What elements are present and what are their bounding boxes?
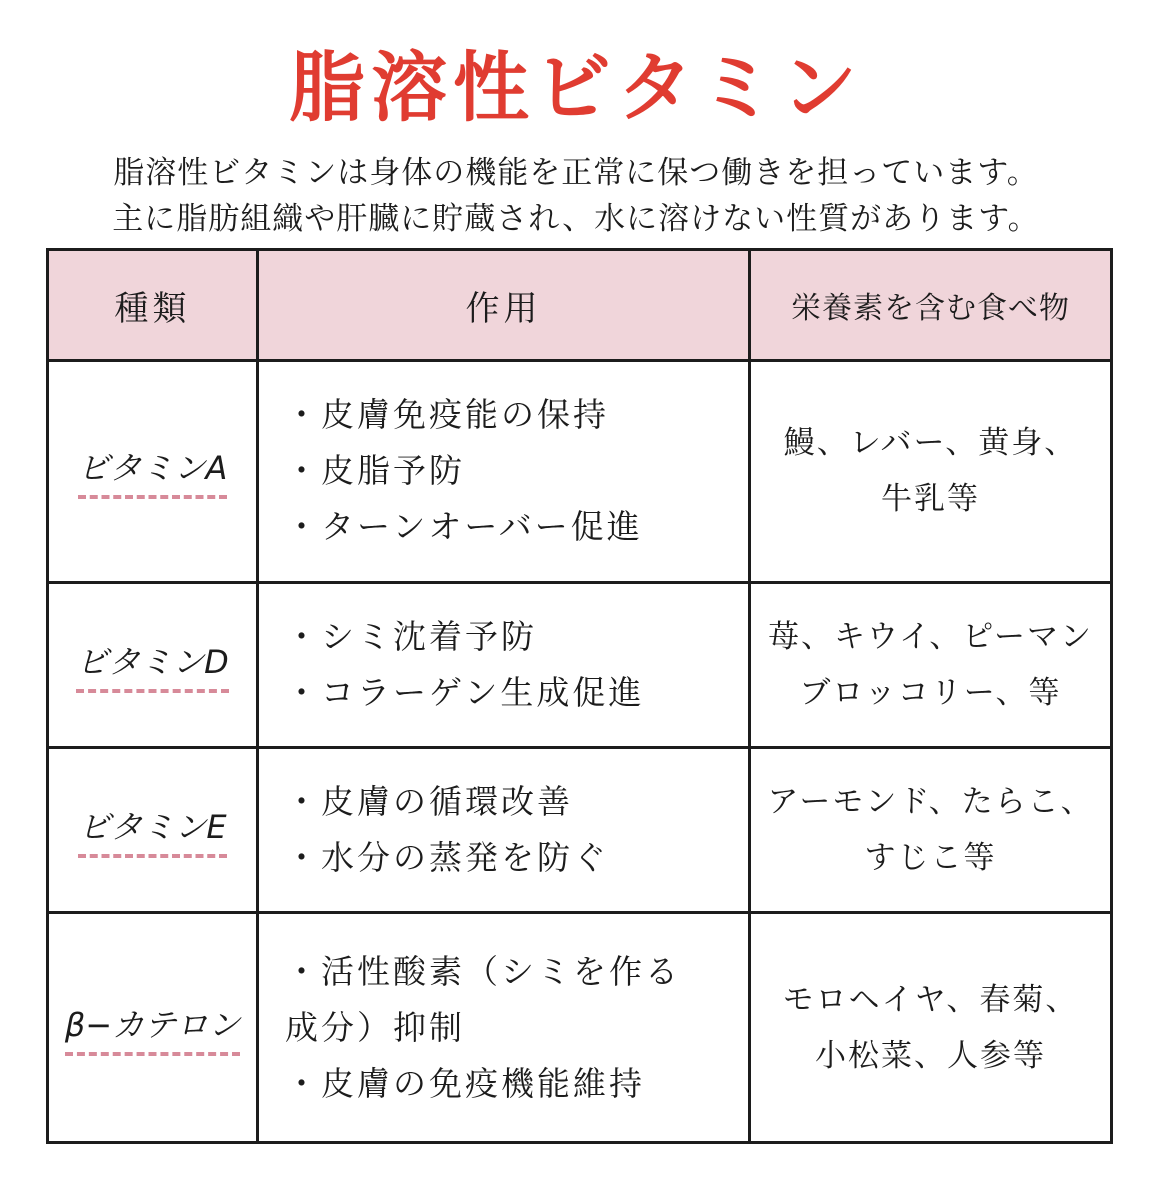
table-row bbox=[48, 747, 1112, 912]
food-line: 鰻、レバー、黄身、 bbox=[783, 425, 1078, 462]
food-line: モロヘイヤ、春菊、 bbox=[782, 981, 1079, 1018]
effect-item: ・水分の蒸発を防ぐ bbox=[285, 837, 609, 877]
food-line: ブロッコリー、等 bbox=[799, 674, 1062, 711]
effect-cell bbox=[258, 747, 750, 912]
table-row bbox=[48, 582, 1112, 747]
food-line: アーモンド、たらこ、 bbox=[767, 783, 1094, 820]
vitamin-name: β−カテロン bbox=[65, 1000, 240, 1056]
food-cell bbox=[750, 747, 1112, 912]
effect-cell bbox=[258, 582, 750, 747]
effect-cell bbox=[258, 361, 750, 583]
food-cell bbox=[750, 913, 1112, 1143]
vitamin-name: ビタミンA bbox=[78, 443, 228, 499]
vitamin-name-cell bbox=[48, 747, 258, 912]
table-header-row bbox=[48, 250, 1112, 361]
effect-item: ・コラーゲン生成促進 bbox=[285, 672, 645, 712]
effect-item: 成分）抑制 bbox=[285, 1007, 465, 1047]
food-line: 牛乳等 bbox=[881, 481, 980, 518]
vitamin-table bbox=[46, 248, 1113, 1144]
effect-item: ・シミ沈着予防 bbox=[285, 616, 537, 656]
effect-item: ・皮膚免疫能の保持 bbox=[285, 395, 609, 435]
food-line: 苺、キウイ、ピーマン bbox=[767, 618, 1094, 655]
food-line: 小松菜、人参等 bbox=[815, 1037, 1046, 1074]
vitamin-name: ビタミンE bbox=[78, 802, 226, 858]
vitamin-name-cell bbox=[48, 582, 258, 747]
intro-line-1: 脂溶性ビタミンは身体の機能を正常に保つ働きを担っています。 bbox=[113, 155, 1039, 191]
header-effect: 作用 bbox=[258, 250, 750, 361]
effect-item: ・皮脂予防 bbox=[285, 451, 465, 491]
food-cell bbox=[750, 361, 1112, 583]
food-line: すじこ等 bbox=[864, 839, 997, 876]
vitamin-name: ビタミンD bbox=[76, 637, 229, 693]
header-type: 種類 bbox=[48, 250, 258, 361]
header-foods: 栄養素を含む食べ物 bbox=[750, 250, 1112, 361]
intro-line-2: 主に脂肪組織や肝臓に貯蔵され、水に溶けない性質があります。 bbox=[112, 201, 1040, 237]
effect-item: ・活性酸素（シミを作る bbox=[285, 951, 681, 991]
table-row bbox=[48, 361, 1112, 583]
vitamin-name-cell bbox=[48, 913, 258, 1143]
intro-text bbox=[0, 150, 1152, 242]
food-cell bbox=[750, 582, 1112, 747]
effect-item: ・皮膚の免疫機能維持 bbox=[285, 1063, 645, 1103]
vitamin-name-cell bbox=[48, 361, 258, 583]
effect-item: ・ターンオーバー促進 bbox=[285, 507, 643, 547]
effect-cell bbox=[258, 913, 750, 1143]
table-row bbox=[48, 913, 1112, 1143]
page-title: 脂溶性ビタミン bbox=[289, 43, 863, 132]
effect-item: ・皮膚の循環改善 bbox=[285, 781, 573, 821]
